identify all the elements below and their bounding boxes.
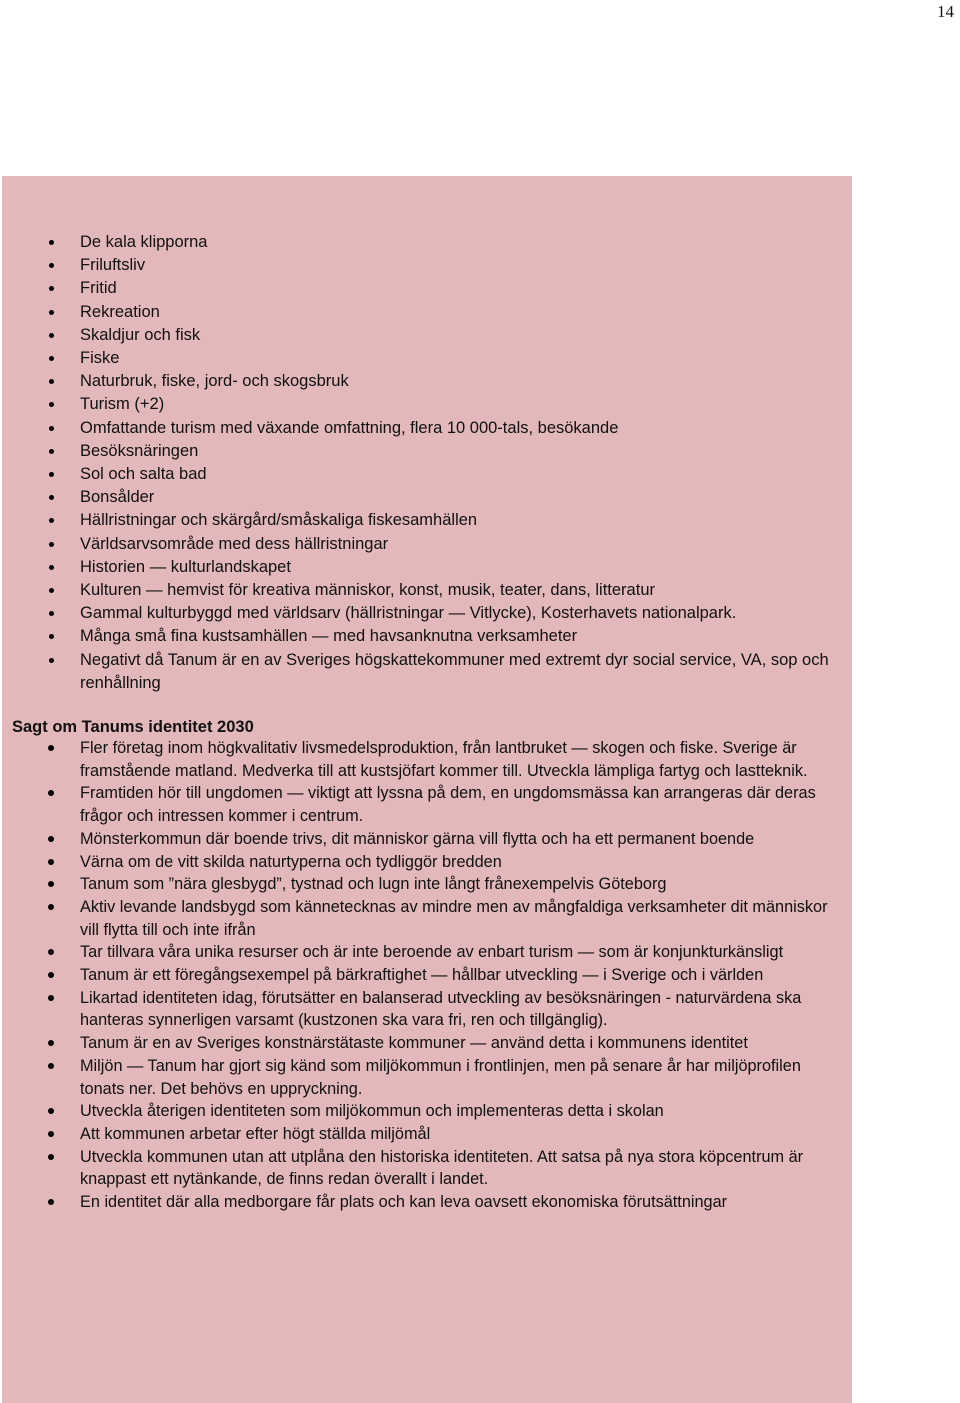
list-item: Naturbruk, fiske, jord- och skogsbruk bbox=[2, 370, 852, 393]
list-item: Historien — kulturlandskapet bbox=[2, 556, 852, 579]
list-item: Gammal kulturbyggd med världsarv (hällristningar — Vitlycke), Kosterhavets nationalpark. bbox=[2, 602, 852, 625]
section-heading: Sagt om Tanums identitet 2030 bbox=[12, 718, 254, 736]
list-item: Hällristningar och skärgård/småskaliga fiskesamhällen bbox=[2, 509, 852, 532]
list-item: Mönsterkommun där boende trivs, dit människor gärna vill flytta och ha ett permanent boende bbox=[2, 828, 847, 851]
list-item: Utveckla kommunen utan att utplåna den historiska identiteten. Att satsa på nya stora köpcentrum är knappast ett nytänkande, de finns redan överallt i landet. bbox=[2, 1146, 847, 1191]
list-item: Utveckla återigen identiteten som miljökommun och implementeras detta i skolan bbox=[2, 1100, 847, 1123]
list-item: Många små fina kustsamhällen — med havsanknutna verksamheter bbox=[2, 625, 852, 648]
list-item: Skaldjur och fisk bbox=[2, 324, 852, 347]
keyword-list bbox=[2, 231, 852, 695]
list-item: Bonsålder bbox=[2, 486, 852, 509]
list-item: Besöksnäringen bbox=[2, 440, 852, 463]
list-item: Kulturen — hemvist för kreativa människor, konst, musik, teater, dans, litteratur bbox=[2, 579, 852, 602]
list-item: Fler företag inom högkvalitativ livsmedelsproduktion, från lantbruket — skogen och fiske. Sverige är framstående matland. Medverka till att kustsjöfart kommer till. Utveckla lämpliga fartyg och lastteknik. bbox=[2, 737, 847, 782]
list-item: Tanum är ett föregångsexempel på bärkraftighet — hållbar utveckling — i Sverige och i världen bbox=[2, 964, 847, 987]
list-item: Omfattande turism med växande omfattning, flera 10 000-tals, besökande bbox=[2, 417, 852, 440]
content-panel bbox=[2, 176, 852, 1403]
list-item: Friluftsliv bbox=[2, 254, 852, 277]
list-item: Likartad identiteten idag, förutsätter en balanserad utveckling av besöksnäringen - naturvärdena ska hanteras synnerligen varsamt (kustzonen ska vara fri, ren och tillgänglig). bbox=[2, 987, 847, 1032]
list-item: Fiske bbox=[2, 347, 852, 370]
page-number: 14 bbox=[937, 2, 954, 21]
list-item: Aktiv levande landsbygd som kännetecknas av mindre men av mångfaldiga verksamheter dit människor vill flytta till och inte ifrån bbox=[2, 896, 847, 941]
list-item: Negativt då Tanum är en av Sveriges högskattekommuner med extremt dyr social service, VA, sop och renhållning bbox=[2, 649, 852, 695]
list-item: Framtiden hör till ungdomen — viktigt att lyssna på dem, en ungdomsmässa kan arrangeras där deras frågor och intressen kommer i centrum. bbox=[2, 782, 847, 827]
list-item: Världsarvsområde med dess hällristningar bbox=[2, 533, 852, 556]
list-item: Värna om de vitt skilda naturtyperna och tydliggör bredden bbox=[2, 851, 847, 874]
list-item: Sol och salta bad bbox=[2, 463, 852, 486]
list-item: Fritid bbox=[2, 277, 852, 300]
list-item: Tanum som ”nära glesbygd”, tystnad och lugn inte långt frånexempelvis Göteborg bbox=[2, 873, 847, 896]
list-item: En identitet där alla medborgare får plats och kan leva oavsett ekonomiska förutsättningar bbox=[2, 1191, 847, 1214]
list-item: Tanum är en av Sveriges konstnärstätaste kommuner — använd detta i kommunens identitet bbox=[2, 1032, 847, 1055]
identity-list bbox=[2, 737, 847, 1214]
list-item: Miljön — Tanum har gjort sig känd som miljökommun i frontlinjen, men på senare år har miljöprofilen tonats ner. Det behövs en uppryckning. bbox=[2, 1055, 847, 1100]
list-item: Att kommunen arbetar efter högt ställda miljömål bbox=[2, 1123, 847, 1146]
list-item: Turism (+2) bbox=[2, 393, 852, 416]
list-item: Rekreation bbox=[2, 301, 852, 324]
list-item: De kala klipporna bbox=[2, 231, 852, 254]
list-item: Tar tillvara våra unika resurser och är inte beroende av enbart turism — som är konjunkturkänsligt bbox=[2, 941, 847, 964]
